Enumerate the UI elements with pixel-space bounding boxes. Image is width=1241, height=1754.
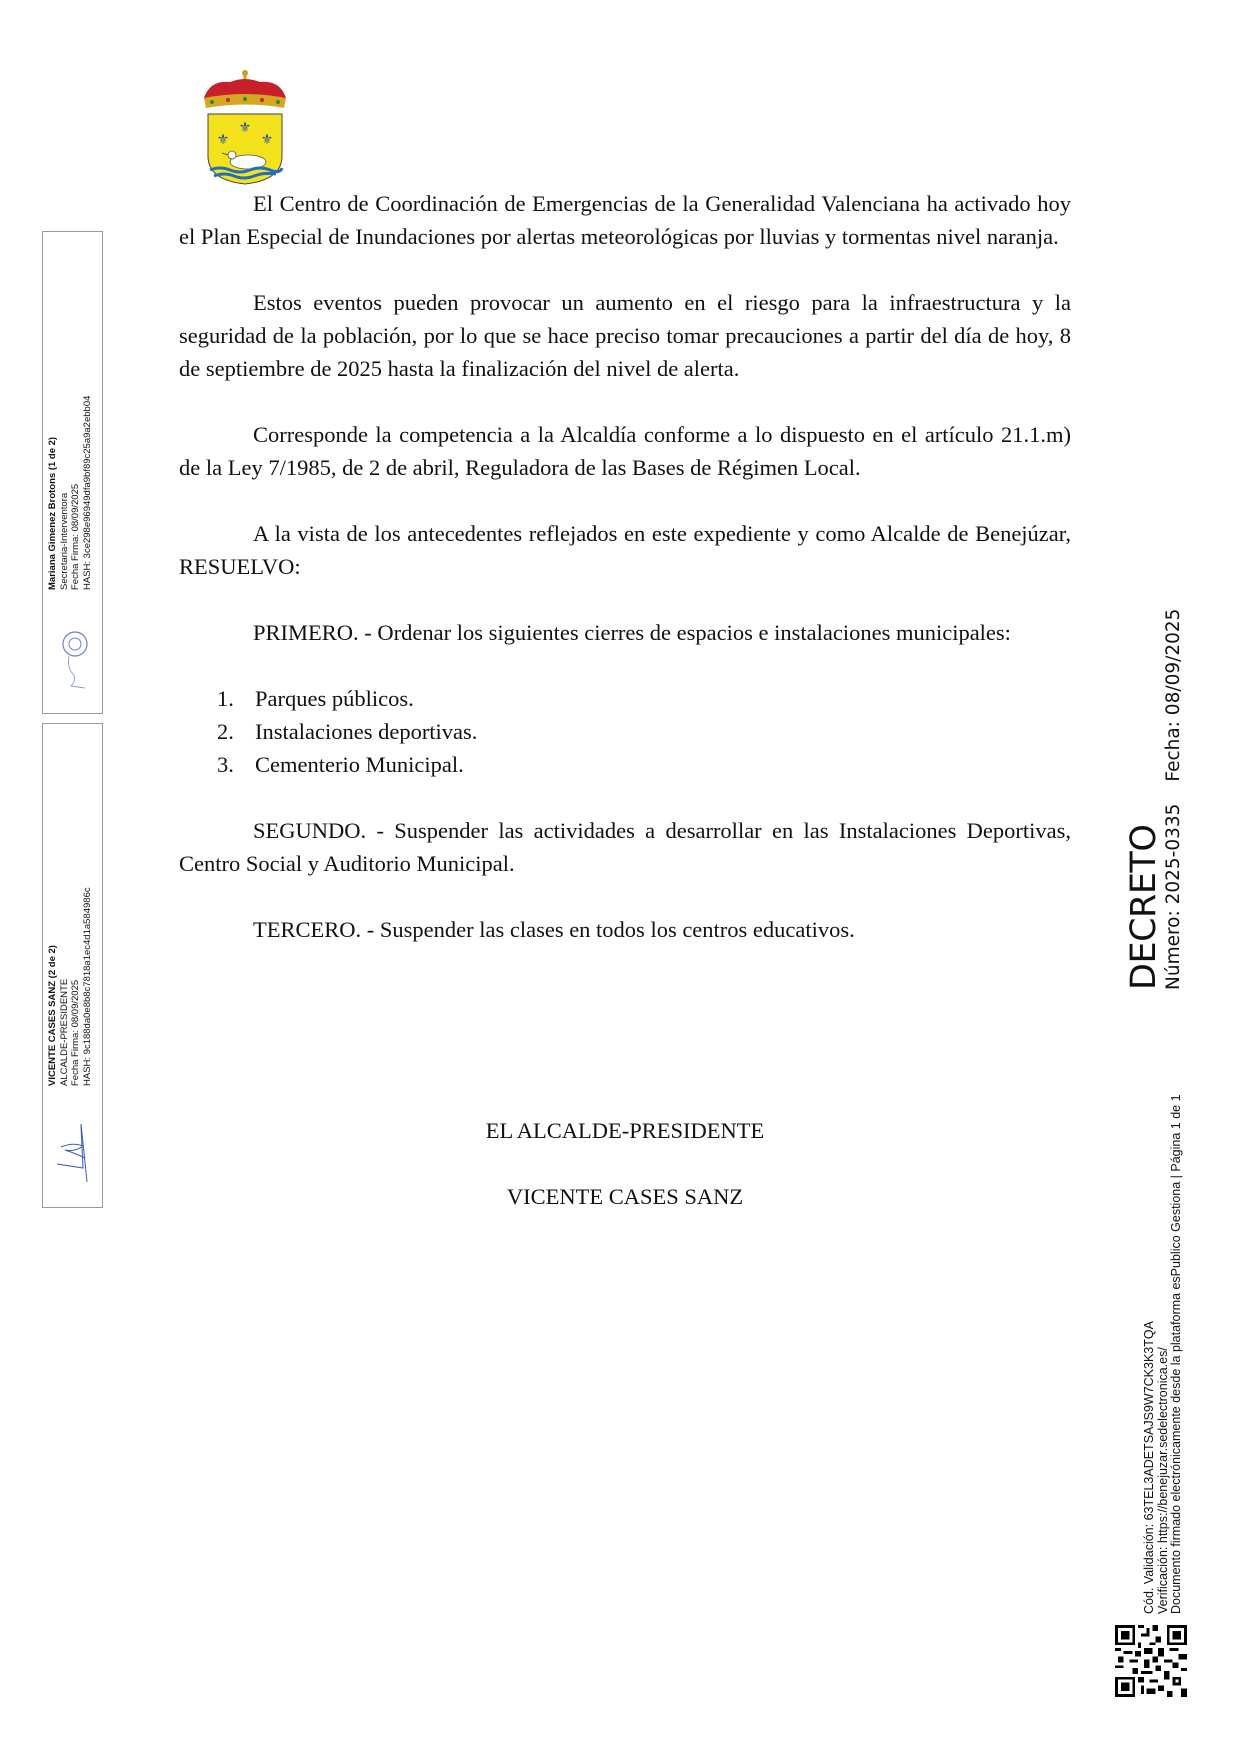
signed-footer: Documento firmado electrónicamente desde la plataforma esPublico Gestiona | Página 1 de 1 (1169, 1094, 1183, 1614)
list-text: Parques públicos. (255, 686, 414, 711)
decree-body (179, 187, 1071, 979)
municipal-coat-of-arms-icon (190, 68, 300, 188)
signer-role: ALCALDE-PRESIDENTE (58, 978, 70, 1086)
paragraph-primero: PRIMERO. - Ordenar los siguientes cierres de espacios e instalaciones municipales: (253, 620, 1011, 645)
paragraph-tercero: TERCERO. - Suspender las clases en todos los centros educativos. (253, 917, 855, 942)
closures-list (179, 682, 1071, 781)
signature-details (47, 887, 93, 1086)
list-number: 3. (217, 752, 234, 777)
validation-block (1143, 1094, 1184, 1614)
signature-name: VICENTE CASES SANZ (506, 1184, 744, 1209)
signature-box-mayor (42, 723, 103, 1208)
verification-url[interactable]: Verificación: https://benejuzar.sedelectronica.es/ (1155, 1347, 1170, 1614)
list-item (179, 682, 1071, 715)
signer-name: Mariana Gimenez Brotons (1 de 2) (47, 436, 58, 590)
paragraph-segundo: SEGUNDO. - Suspender las actividades a desarrollar en las Instalaciones Deportivas, Centro Social y Auditorio Municipal. (179, 818, 1071, 876)
qr-code-icon[interactable] (1115, 1625, 1187, 1697)
official-seal-icon (51, 622, 95, 694)
paragraph-risk: Estos eventos pueden provocar un aumento en el riesgo para la infraestructura y la seguridad de la población, por lo que se hace preciso tomar precauciones a partir del día de hoy, 8 de septiembre de 2025 hasta la finalización del nivel de alerta. (179, 290, 1071, 381)
paragraph-emergency: El Centro de Coordinación de Emergencias de la Generalidad Valenciana ha activado hoy el Plan Especial de Inundaciones por alertas meteorológicas por lluvias y tormentas nivel naranja. (179, 191, 1071, 249)
list-number: 1. (217, 686, 234, 711)
list-text: Instalaciones deportivas. (255, 719, 478, 744)
signer-name: VICENTE CASES SANZ (2 de 2) (47, 945, 58, 1086)
decree-date: Fecha: 08/09/2025 (1163, 608, 1184, 782)
svg-text:⚜: ⚜ (260, 133, 274, 148)
signature-box-secretary (42, 231, 103, 714)
svg-text:⚜: ⚜ (216, 133, 230, 148)
list-item (179, 715, 1071, 748)
signature-details (47, 395, 93, 590)
handwritten-signature-icon (51, 1102, 95, 1198)
svg-text:⚜: ⚜ (238, 121, 252, 136)
signer-role: Secretaria-Interventora (58, 492, 70, 590)
list-item (179, 748, 1071, 781)
paragraph-competence: Corresponde la competencia a la Alcaldía conforme a lo dispuesto en el artículo 21.1.m) de la Ley 7/1985, de 2 de abril, Reguladora de las Bases de Régimen Local. (179, 422, 1071, 480)
signature-hash: HASH: 3ce298e96949dfa9bf89c25a9a2ebb04 (81, 395, 93, 590)
signature-hash: HASH: 9c188da0e8b8c7818a1ec4d1a584986c (81, 887, 93, 1086)
list-number: 2. (217, 719, 234, 744)
validation-code: Cód. Validación: 63TEL3ADETSAJS9W7CK3K3TQA (1142, 1321, 1156, 1614)
signature-date: Fecha Firma: 08/09/2025 (70, 483, 81, 590)
signature-role: EL ALCALDE-PRESIDENTE (485, 1118, 765, 1143)
paragraph-resolution: A la vista de los antecedentes reflejados en este expediente y como Alcalde de Benejúzar, RESUELVO: (179, 521, 1071, 579)
decree-title: DECRETO (1124, 824, 1164, 990)
list-text: Cementerio Municipal. (255, 752, 464, 777)
signature-date: Fecha Firma: 08/09/2025 (70, 979, 81, 1086)
decree-number: Número: 2025-0335 (1163, 803, 1184, 990)
decree-meta (1163, 609, 1185, 990)
decree-label (1125, 609, 1185, 990)
